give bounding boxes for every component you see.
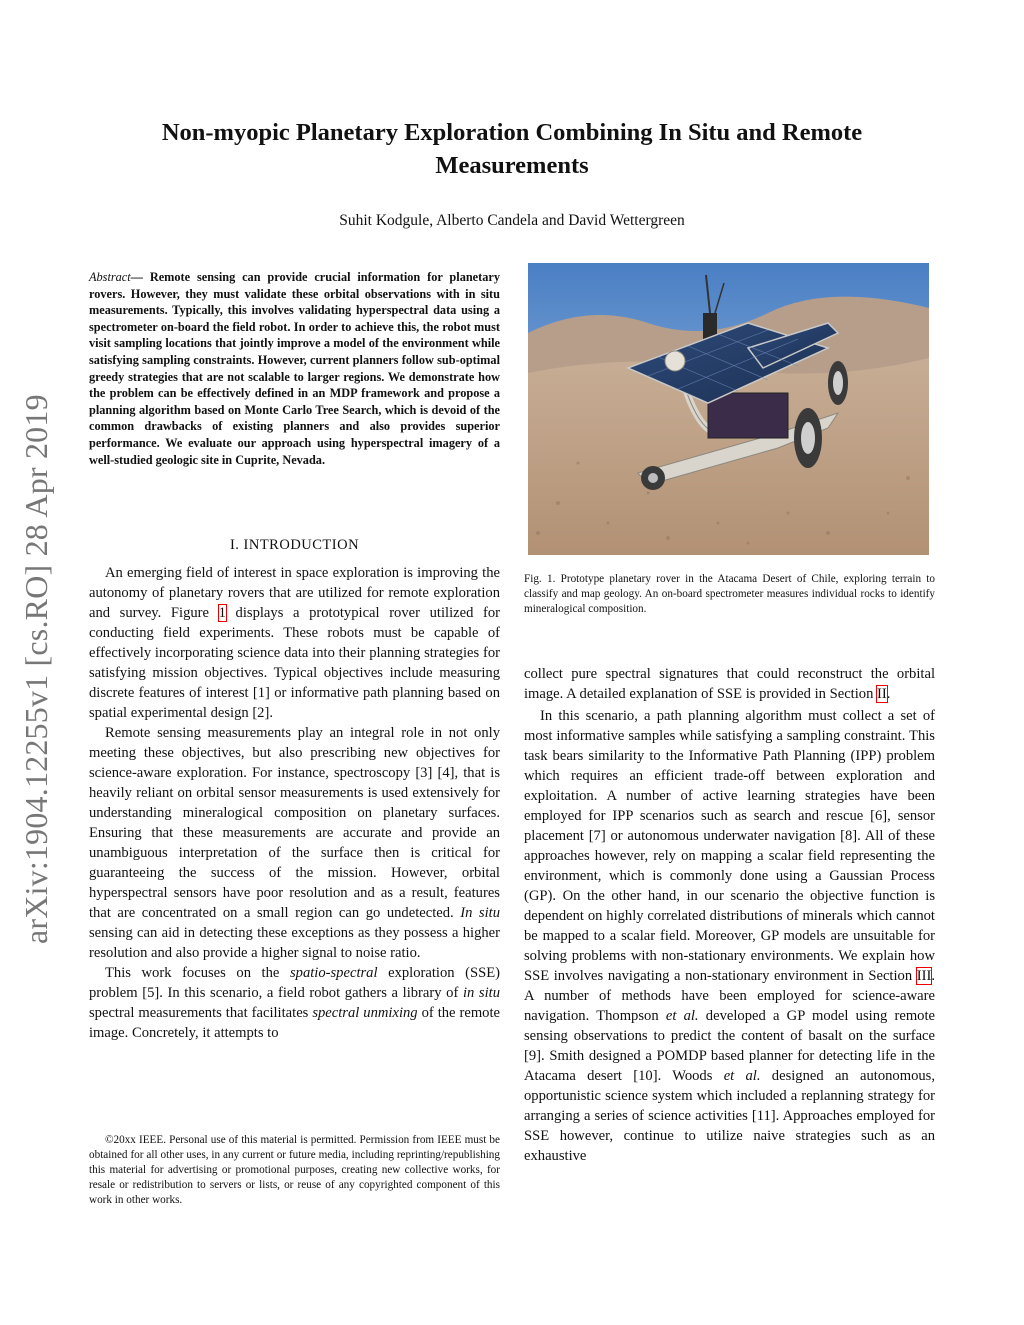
copyright-footnote	[89, 1133, 500, 1208]
intro-p2-italic: In situ	[460, 905, 500, 921]
abstract	[89, 269, 500, 468]
paper-title-line-1: Non-myopic Planetary Exploration Combining In Situ and Remote	[161, 119, 863, 146]
right-p2-text-d: designed an autonomous, opportunistic science system which included a replanning strategy for arranging a series of science activities [11]. Approaches employed for SSE however, continue to utilize naive strategies such as an exhaustive	[524, 1068, 935, 1164]
abstract-text: Remote sensing can provide crucial information for planetary rovers. However, they must validate these orbital observations with in situ measurements. Typically, this involves validating hyperspectral data using a spectrometer on-board the field robot. In order to achieve this, the robot must visit sampling locations that jointly improve a model of the environment while satisfying sampling constraints. However, current planners follow sub-optimal greedy strategies that are not scalable to larger regions. We demonstrate how the problem can be effectively defined in an MDP framework and propose a planning algorithm based on Monte Carlo Tree Search, which is devoid of the common drawbacks of existing planners and also provides superior performance. We evaluate our approach using hyperspectral imagery of a well-studied geologic site in Cuprite, Nevada.	[89, 270, 500, 467]
intro-p2-text-a: Remote sensing measurements play an integral role in not only meeting these objectives, but also prescribing new objectives for science-aware exploration. For instance, spectroscopy [3] [4], that is heavily reliant on orbital sensor measurements is used extensively for understanding mineralogical composition on planetary surfaces. Ensuring that these measurements are accurate and provide an unambiguous interpretation of the surface then is critical for guaranteeing the success of the mission. However, orbital hyperspectral sensors have poor resolution and as a result, features that are concentrated on a small region can go undetected.	[89, 725, 500, 921]
intro-p3-text-d: of the remote image. Concretely, it attempts to	[89, 1005, 500, 1041]
right-p1-text-b: .	[886, 686, 891, 702]
footnote-paragraph	[89, 1133, 500, 1208]
paper-title	[90, 116, 934, 182]
figure-1-caption: Fig. 1. Prototype planetary rover in the Atacama Desert of Chile, exploring terrain to classify and map geology. An on-board spectrometer measures individual rocks to identify mineralogical composition.	[524, 573, 935, 615]
right-p1-text-a: collect pure spectral signatures that could reconstruct the orbital image. A detailed explanation of SSE is provided in Section	[524, 666, 935, 702]
paper-title-line-2: Measurements	[435, 152, 589, 179]
copyright-symbol: ©	[105, 1134, 114, 1146]
intro-p3-text-b: exploration (SSE) problem [5]. In this scenario, a field robot gathers a library of	[89, 965, 500, 1001]
intro-paragraph-2	[89, 723, 500, 963]
right-p2-italic-1: et al.	[665, 1008, 699, 1024]
intro-p1-text-b: displays a prototypical rover utilized for conducting field experiments. These robots must be capable of effectively incorporating science data into their planning strategies for satisfying mission objectives. Typical objectives include measuring discrete features of interest [1] or informative path planning based on spatial experimental design [2].	[89, 605, 500, 721]
intro-p3-italic-1: spatio-spectral	[289, 965, 378, 981]
arxiv-stamp: arXiv:1904.12255v1 [cs.RO] 28 Apr 2019	[18, 394, 54, 944]
right-p2-text-b: . A number of methods have been employed for science-aware navigation. Thompson	[524, 968, 935, 1024]
section-heading-introduction: I. INTRODUCTION	[229, 537, 360, 553]
intro-paragraph-1	[89, 563, 500, 723]
rover-illustration	[528, 263, 929, 555]
section-3-link[interactable]: III	[916, 968, 932, 984]
right-p2-italic-2: et al.	[723, 1068, 761, 1084]
section-2-link[interactable]: II	[877, 686, 887, 702]
intro-p2-text-b: sensing can aid in detecting these exceptions as they possess a higher resolution and also provide a higher signal to noise ratio.	[89, 925, 500, 961]
figure-1-rover-photo	[528, 263, 929, 555]
intro-p3-italic-3: spectral unmixing	[312, 1005, 418, 1021]
abstract-label: Abstract	[89, 270, 131, 284]
author-list: Suhit Kodgule, Alberto Candela and David Wettergreen	[339, 212, 685, 229]
figure-1-link[interactable]: 1	[218, 605, 226, 621]
intro-p3-text-c: spectral measurements that facilitates	[89, 1005, 313, 1021]
right-column-body	[524, 664, 935, 1166]
intro-paragraph-3	[89, 963, 500, 1043]
right-paragraph-2	[524, 706, 935, 1166]
right-p2-text-a: In this scenario, a path planning algorithm must collect a set of most informative samples while satisfying a sampling constraint. This task bears similarity to the Informative Path Planning (IPP) problem which requires an efficient trade-off between exploration and exploitation. A number of active learning strategies have been employed for IPP scenarios such as search and rescue [6], sensor placement [7] or autonomous underwater navigation [8]. All of these approaches however, rely on mapping a scalar field representing the environment, which is commonly done using a Gaussian Process (GP). On the other hand, in our scenario the objective function is dependent on highly correlated distributions of minerals which cannot be mapped to a scalar field. Moreover, GP models are unsuitable for solving problems with non-stationary environments. We explain how SSE involves navigating a non-stationary environment in Section	[524, 708, 935, 984]
intro-p3-italic-2: in situ	[462, 985, 500, 1001]
introduction-body	[89, 563, 500, 1043]
abstract-dash: —	[130, 270, 143, 284]
intro-p1-text-a: An emerging field of interest in space exploration is improving the autonomy of planetary rovers that are utilized for remote exploration and survey. Figure	[89, 565, 500, 621]
footnote-text: 20xx IEEE. Personal use of this material is permitted. Permission from IEEE must be obtained for all other uses, in any current or future media, including reprinting/republishing this material for advertising or promotional purposes, creating new collective works, for resale or redistribution to servers or lists, or reuse of any copyrighted component of this work in other works.	[89, 1134, 500, 1206]
right-p2-text-c: developed a GP model using remote sensing observations to predict the content of basalt on the surface [9]. Smith designed a POMDP based planner for detecting life in the Atacama desert [10]. Woods	[524, 1008, 936, 1084]
right-paragraph-1	[524, 664, 935, 704]
intro-p3-text-a: This work focuses on the	[105, 965, 290, 981]
